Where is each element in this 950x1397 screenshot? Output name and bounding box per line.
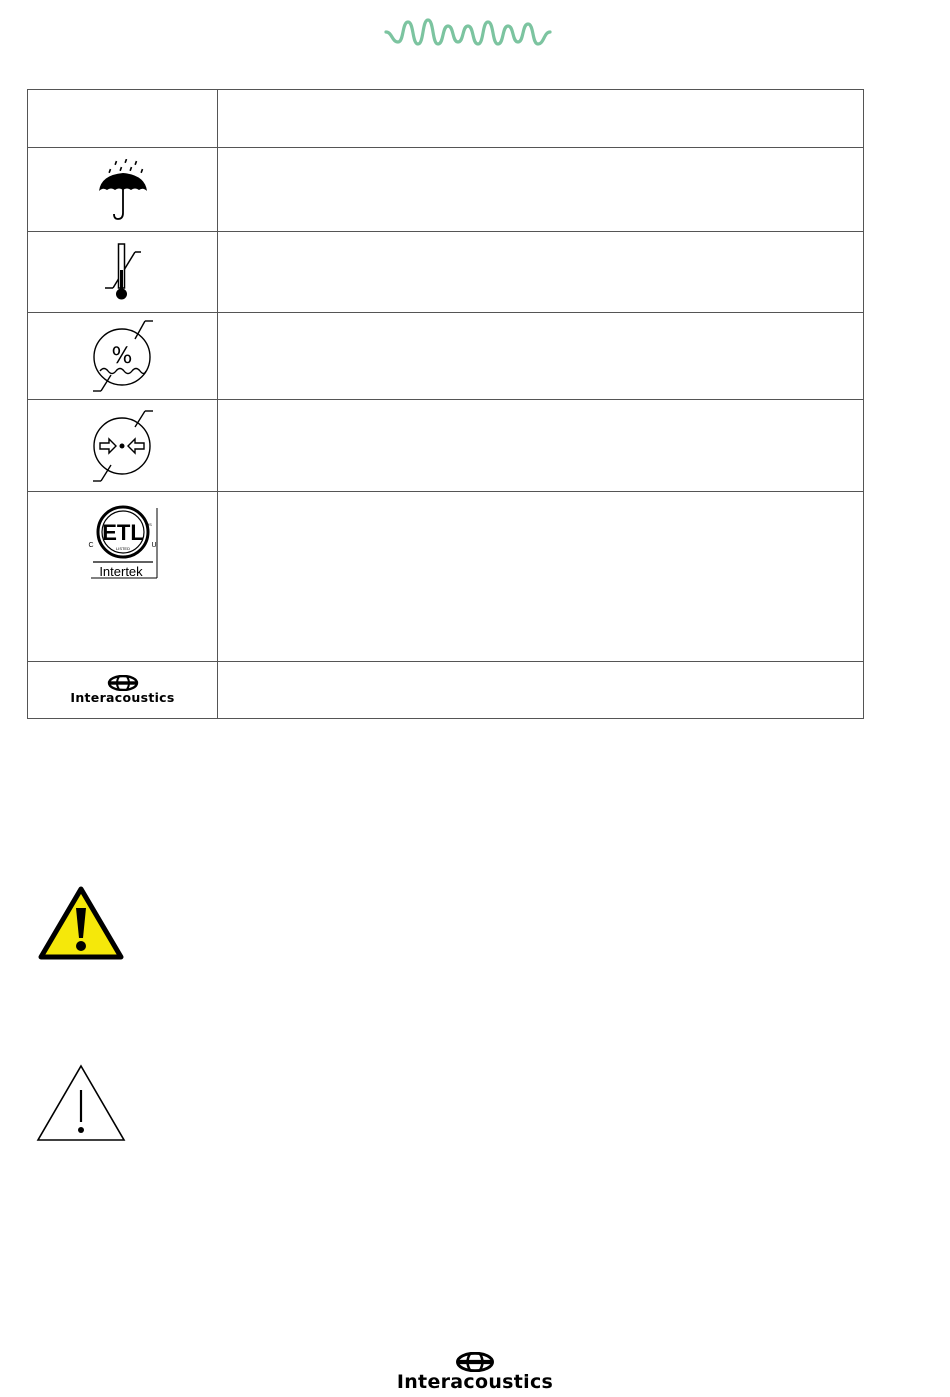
globe-mark-icon (455, 1352, 495, 1372)
footer-brand-wordmark: Interacoustics (396, 1371, 554, 1393)
table-row (28, 313, 864, 400)
description-cell (218, 400, 864, 492)
symbol-cell (28, 232, 218, 313)
table-row (28, 148, 864, 232)
symbol-cell (28, 492, 218, 662)
svg-text:U: U (150, 542, 157, 549)
svg-text:ETL: ETL (101, 520, 144, 545)
atmospheric-pressure-limit-icon (85, 407, 161, 485)
description-cell (218, 232, 864, 313)
description-cell (218, 90, 864, 148)
symbol-cell (28, 90, 218, 148)
temperature-limit-icon (101, 242, 145, 302)
description-cell (218, 662, 864, 719)
symbols-table (27, 89, 864, 719)
humidity-limit-icon (85, 317, 161, 395)
brand-wordmark: Interacoustics (70, 690, 175, 706)
table-row (28, 662, 864, 719)
interacoustics-logo (28, 675, 217, 705)
symbol-cell (28, 662, 218, 719)
keep-dry-umbrella-icon (95, 159, 151, 221)
svg-text:Intertek: Intertek (98, 564, 143, 579)
description-cell (218, 492, 864, 662)
description-cell (218, 148, 864, 232)
symbol-cell (28, 400, 218, 492)
warning-triangle-yellow-icon (38, 886, 124, 961)
svg-text:US: US (145, 522, 152, 527)
description-cell (218, 313, 864, 400)
symbol-cell (28, 148, 218, 232)
globe-mark-icon (107, 675, 139, 691)
caution-triangle-outline-icon (36, 1064, 126, 1142)
footer-logo (395, 1352, 555, 1392)
table-row (28, 232, 864, 313)
green-waveform-icon (384, 14, 552, 50)
table-row (28, 90, 864, 148)
table-row (28, 492, 864, 662)
svg-text:C: C (87, 542, 94, 549)
symbol-cell (28, 313, 218, 400)
etl-listed-mark-icon (85, 504, 161, 582)
table-row (28, 400, 864, 492)
svg-text:%: % (111, 344, 132, 369)
svg-text:LISTED: LISTED (115, 546, 130, 551)
